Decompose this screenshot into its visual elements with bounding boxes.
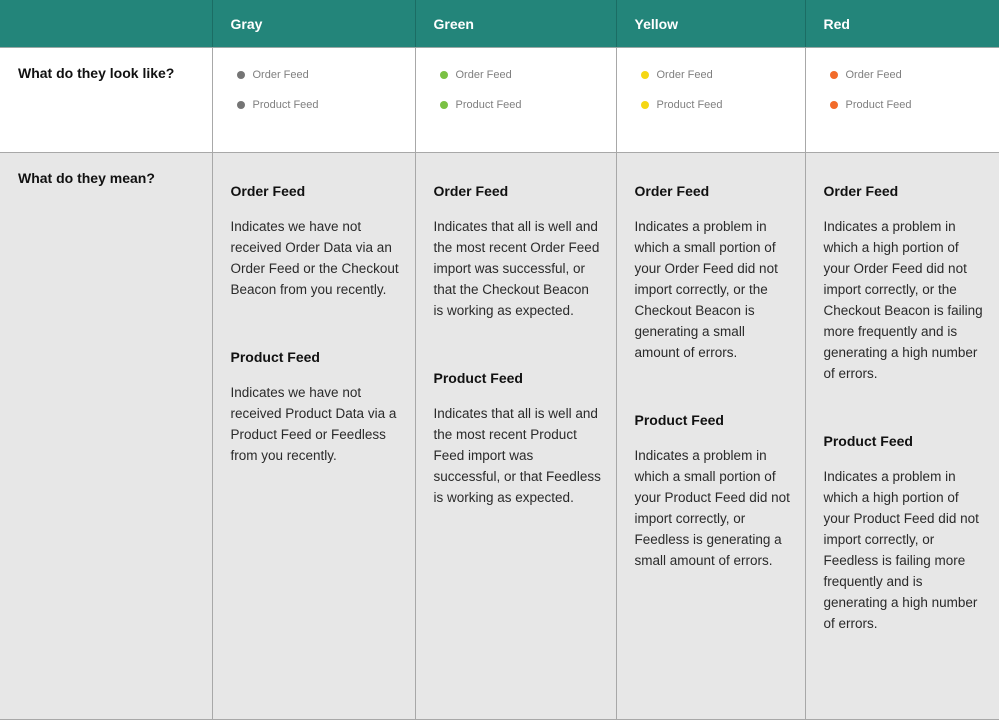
legend-label: Product Feed bbox=[253, 99, 319, 111]
legend-item-product bbox=[641, 97, 805, 112]
gray-dot-icon bbox=[237, 101, 245, 109]
meaning-red bbox=[806, 153, 999, 634]
header-row bbox=[0, 0, 999, 48]
green-dot-icon bbox=[440, 101, 448, 109]
product-feed-description: Indicates we have not received Product Data via a Product Feed or Feedless from you recently. bbox=[231, 382, 401, 466]
legend-red bbox=[806, 48, 999, 112]
order-feed-heading: Order Feed bbox=[434, 182, 602, 200]
order-feed-description: Indicates we have not received Order Data via an Order Feed or the Checkout Beacon from you recently. bbox=[231, 216, 401, 300]
header-cell-gray: Gray bbox=[212, 0, 415, 48]
product-feed-heading: Product Feed bbox=[635, 411, 791, 429]
legend-label: Order Feed bbox=[657, 69, 713, 81]
yellow-dot-icon bbox=[641, 71, 649, 79]
order-feed-heading: Order Feed bbox=[824, 182, 986, 200]
look-cell-gray bbox=[212, 48, 415, 153]
legend-label: Product Feed bbox=[657, 99, 723, 111]
order-feed-heading: Order Feed bbox=[635, 182, 791, 200]
product-feed-heading: Product Feed bbox=[434, 369, 602, 387]
header-cell-green: Green bbox=[415, 0, 616, 48]
legend-item-order bbox=[641, 67, 805, 82]
order-feed-description: Indicates a problem in which a high portion of your Order Feed did not import correctly, or the Checkout Beacon is failing more frequently and is generating a high number of errors. bbox=[824, 216, 986, 384]
row-label-look: What do they look like? bbox=[0, 48, 212, 153]
order-feed-description: Indicates a problem in which a small portion of your Order Feed did not import correctly, or the Checkout Beacon is generating a small amount of errors. bbox=[635, 216, 791, 363]
legend-gray bbox=[213, 48, 415, 112]
look-row bbox=[0, 48, 999, 153]
yellow-dot-icon bbox=[641, 101, 649, 109]
legend-item-order bbox=[440, 67, 616, 82]
mean-cell-red bbox=[805, 153, 999, 720]
header-cell-yellow: Yellow bbox=[616, 0, 805, 48]
meaning-green bbox=[416, 153, 616, 508]
legend-item-product bbox=[237, 97, 415, 112]
mean-row bbox=[0, 153, 999, 720]
order-feed-description: Indicates that all is well and the most recent Order Feed import was successful, or that the Checkout Beacon is working as expected. bbox=[434, 216, 602, 321]
green-dot-icon bbox=[440, 71, 448, 79]
legend-green bbox=[416, 48, 616, 112]
mean-cell-gray bbox=[212, 153, 415, 720]
product-feed-description: Indicates that all is well and the most recent Product Feed import was successful, or that Feedless is working as expected. bbox=[434, 403, 602, 508]
legend-label: Order Feed bbox=[456, 69, 512, 81]
meaning-gray bbox=[213, 153, 415, 466]
look-cell-green bbox=[415, 48, 616, 153]
red-dot-icon bbox=[830, 71, 838, 79]
gray-dot-icon bbox=[237, 71, 245, 79]
look-cell-red bbox=[805, 48, 999, 153]
legend-label: Order Feed bbox=[846, 69, 902, 81]
product-feed-heading: Product Feed bbox=[231, 348, 401, 366]
order-feed-heading: Order Feed bbox=[231, 182, 401, 200]
legend-yellow bbox=[617, 48, 805, 112]
mean-cell-green bbox=[415, 153, 616, 720]
product-feed-heading: Product Feed bbox=[824, 432, 986, 450]
mean-cell-yellow bbox=[616, 153, 805, 720]
legend-label: Order Feed bbox=[253, 69, 309, 81]
legend-item-product bbox=[440, 97, 616, 112]
header-cell-red: Red bbox=[805, 0, 999, 48]
look-cell-yellow bbox=[616, 48, 805, 153]
legend-label: Product Feed bbox=[846, 99, 912, 111]
legend-label: Product Feed bbox=[456, 99, 522, 111]
legend-item-order bbox=[830, 67, 999, 82]
product-feed-description: Indicates a problem in which a small portion of your Product Feed did not import correctly, or Feedless is generating a small amount of errors. bbox=[635, 445, 791, 571]
legend-item-order bbox=[237, 67, 415, 82]
red-dot-icon bbox=[830, 101, 838, 109]
row-label-mean: What do they mean? bbox=[0, 153, 212, 720]
meaning-yellow bbox=[617, 153, 805, 571]
legend-item-product bbox=[830, 97, 999, 112]
header-cell-empty bbox=[0, 0, 212, 48]
product-feed-description: Indicates a problem in which a high portion of your Product Feed did not import correctly, or Feedless is failing more frequently and is generating a high number of errors. bbox=[824, 466, 986, 634]
